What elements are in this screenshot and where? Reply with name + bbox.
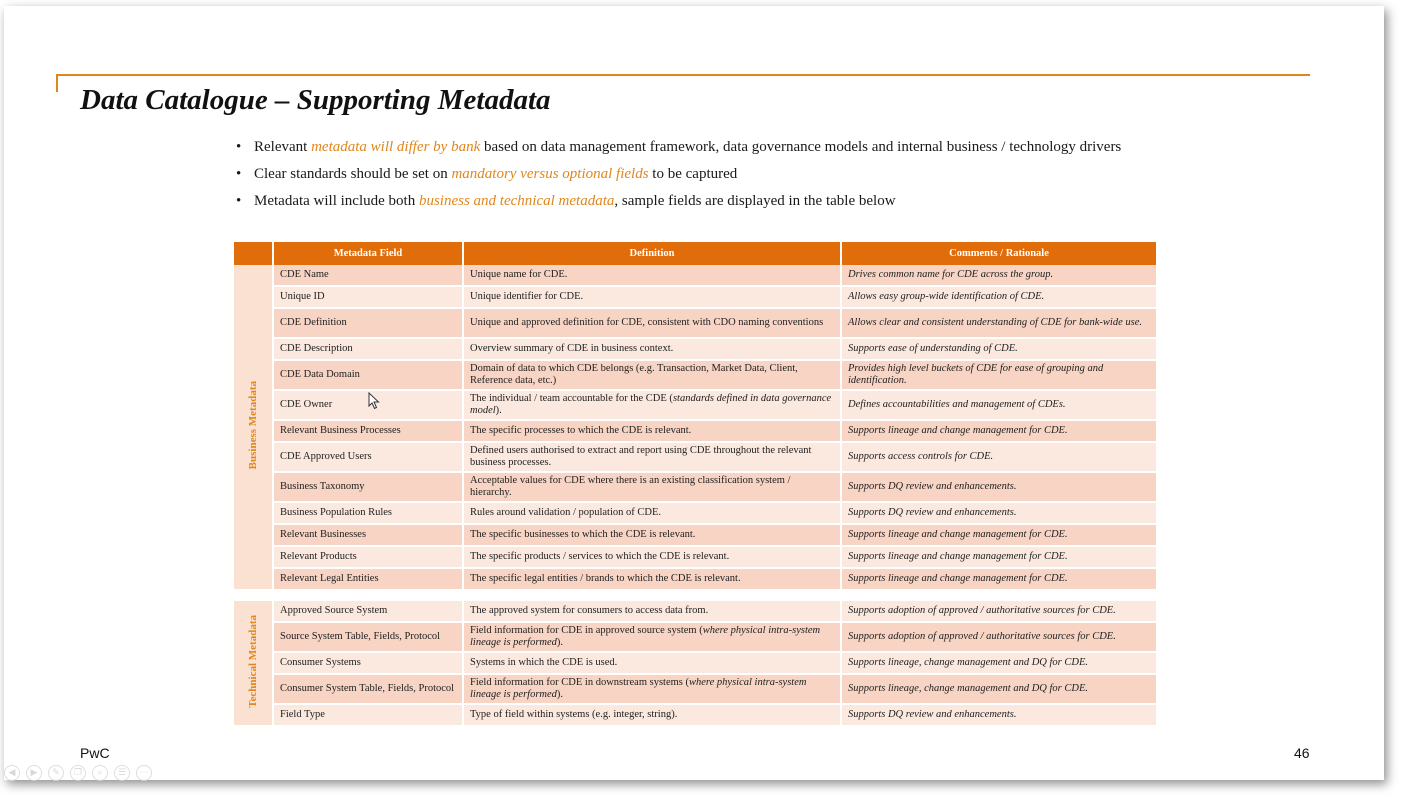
metadata-field-cell: Field Type <box>274 705 464 727</box>
metadata-field-cell: Relevant Legal Entities <box>274 569 464 591</box>
definition-cell: The specific products / services to which the CDE is relevant. <box>464 547 842 569</box>
comment-cell: Allows clear and consistent understanding of CDE for bank-wide use. <box>842 309 1156 339</box>
table-row <box>234 623 1156 653</box>
header-comments: Comments / Rationale <box>842 242 1156 265</box>
table-header-row <box>234 242 1156 265</box>
table-row <box>234 569 1156 591</box>
zoom-icon[interactable]: ⌕ <box>92 765 108 781</box>
comment-cell: Supports lineage, change management and DQ for CDE. <box>842 653 1156 675</box>
bullet-text: Relevant <box>254 139 312 155</box>
bullet-dot: • <box>236 139 242 155</box>
metadata-field-cell: Business Taxonomy <box>274 473 464 503</box>
comment-cell: Supports DQ review and enhancements. <box>842 503 1156 525</box>
comment-cell: Drives common name for CDE across the group. <box>842 265 1156 287</box>
header-metadata-field: Metadata Field <box>274 242 464 265</box>
definition-cell: Rules around validation / population of CDE. <box>464 503 842 525</box>
title-rule-vertical <box>56 74 58 92</box>
comment-cell: Supports lineage and change management for CDE. <box>842 547 1156 569</box>
definition-cell: Acceptable values for CDE where there is an existing classification system / hierarchy. <box>464 473 842 503</box>
definition-text: The individual / team accountable for the CDE ( <box>470 393 673 404</box>
definition-cell: Systems in which the CDE is used. <box>464 653 842 675</box>
definition-cell: The specific processes to which the CDE is relevant. <box>464 421 842 443</box>
group-separator <box>234 591 1156 601</box>
table-row <box>234 525 1156 547</box>
comment-cell: Supports ease of understanding of CDE. <box>842 339 1156 361</box>
comment-cell: Allows easy group-wide identification of CDE. <box>842 287 1156 309</box>
comment-cell: Supports lineage and change management for CDE. <box>842 421 1156 443</box>
comment-cell: Supports adoption of approved / authoritative sources for CDE. <box>842 623 1156 653</box>
definition-italic: where physical intra-system lineage is performed <box>470 677 807 700</box>
definition-cell: Type of field within systems (e.g. integer, string). <box>464 705 842 727</box>
bullet-highlight: metadata will differ by bank <box>311 139 481 155</box>
comment-cell: Supports DQ review and enhancements. <box>842 705 1156 727</box>
comment-cell: Supports access controls for CDE. <box>842 443 1156 473</box>
bullet-text: Metadata will include both <box>254 193 419 209</box>
copy-icon[interactable]: ❐ <box>70 765 86 781</box>
group-label: Technical Metadata <box>247 614 259 708</box>
header-group-cell <box>234 242 274 265</box>
definition-cell <box>464 391 842 421</box>
more-icon[interactable]: ⋯ <box>136 765 152 781</box>
group-label-cell <box>234 601 274 727</box>
definition-text: ). <box>495 405 502 416</box>
bullet-text: , sample fields are displayed in the table below <box>614 193 896 209</box>
bullet-highlight: mandatory versus optional fields <box>451 166 649 182</box>
viewer-toolbar <box>4 765 152 781</box>
table-row <box>234 443 1156 473</box>
comment-cell: Defines accountabilities and management of CDEs. <box>842 391 1156 421</box>
definition-cell <box>464 675 842 705</box>
table-row <box>234 421 1156 443</box>
metadata-field-cell: CDE Name <box>274 265 464 287</box>
definition-italic: standards defined in data governance model <box>470 393 832 416</box>
metadata-field-cell: Business Population Rules <box>274 503 464 525</box>
definition-text: Field information for CDE in approved source system ( <box>470 625 703 636</box>
definition-cell: Overview summary of CDE in business context. <box>464 339 842 361</box>
definition-cell: The specific businesses to which the CDE is relevant. <box>464 525 842 547</box>
table-row <box>234 675 1156 705</box>
definition-cell: The approved system for consumers to access data from. <box>464 601 842 623</box>
next-icon[interactable]: ▶ <box>26 765 42 781</box>
bullet-item <box>234 192 1154 210</box>
definition-cell: Unique name for CDE. <box>464 265 842 287</box>
title-rule-horizontal <box>56 74 1310 76</box>
metadata-field-cell: CDE Description <box>274 339 464 361</box>
header-definition: Definition <box>464 242 842 265</box>
bullet-dot: • <box>236 193 242 209</box>
table-row <box>234 547 1156 569</box>
table-row <box>234 361 1156 391</box>
comment-cell: Supports lineage and change management for CDE. <box>842 569 1156 591</box>
bullet-dot: • <box>236 166 242 182</box>
bullet-text: Clear standards should be set on <box>254 166 452 182</box>
table-row <box>234 601 1156 623</box>
metadata-field-cell: Relevant Products <box>274 547 464 569</box>
page-title: Data Catalogue – Supporting Metadata <box>80 84 551 116</box>
bullet-highlight: business and technical metadata <box>418 193 615 209</box>
metadata-field-cell: CDE Definition <box>274 309 464 339</box>
definition-cell: The specific legal entities / brands to which the CDE is relevant. <box>464 569 842 591</box>
table-row <box>234 503 1156 525</box>
definition-italic: where physical intra-system lineage is performed <box>470 625 821 648</box>
previous-icon[interactable]: ◀ <box>4 765 20 781</box>
metadata-field-cell: Relevant Businesses <box>274 525 464 547</box>
definition-text: Field information for CDE in downstream systems ( <box>470 677 690 688</box>
definition-text: ). <box>556 637 564 648</box>
comment-cell: Supports lineage, change management and DQ for CDE. <box>842 675 1156 705</box>
comment-cell: Supports lineage and change management for CDE. <box>842 525 1156 547</box>
bullet-item <box>234 165 1154 183</box>
table-row <box>234 265 1156 287</box>
metadata-field-cell: Source System Table, Fields, Protocol <box>274 623 464 653</box>
bullet-text: to be captured <box>648 166 738 182</box>
menu-icon[interactable]: ☰ <box>114 765 130 781</box>
definition-cell <box>464 623 842 653</box>
metadata-field-cell: Unique ID <box>274 287 464 309</box>
definition-cell: Unique and approved definition for CDE, consistent with CDO naming conventions <box>464 309 842 339</box>
table-row <box>234 473 1156 503</box>
comment-cell: Supports adoption of approved / authoritative sources for CDE. <box>842 601 1156 623</box>
metadata-table <box>234 242 1156 727</box>
metadata-field-cell: CDE Approved Users <box>274 443 464 473</box>
table-row <box>234 653 1156 675</box>
metadata-field-cell: CDE Owner <box>274 391 464 421</box>
pen-icon[interactable]: ✎ <box>48 765 64 781</box>
metadata-field-cell: Consumer System Table, Fields, Protocol <box>274 675 464 705</box>
definition-text: ). <box>556 689 564 700</box>
table-row <box>234 339 1156 361</box>
metadata-field-cell: Consumer Systems <box>274 653 464 675</box>
group-label: Business Metadata <box>247 380 259 470</box>
metadata-field-cell: CDE Data Domain <box>274 361 464 391</box>
bullet-list <box>234 138 1154 219</box>
table-row <box>234 287 1156 309</box>
footer-brand: PwC <box>80 745 110 761</box>
definition-cell: Unique identifier for CDE. <box>464 287 842 309</box>
comment-cell: Provides high level buckets of CDE for ease of grouping and identification. <box>842 361 1156 391</box>
metadata-field-cell: Approved Source System <box>274 601 464 623</box>
definition-cell: Domain of data to which CDE belongs (e.g. Transaction, Market Data, Client, Reference data, etc.) <box>464 361 842 391</box>
table-row <box>234 309 1156 339</box>
definition-cell: Defined users authorised to extract and report using CDE throughout the relevant business processes. <box>464 443 842 473</box>
page-number: 46 <box>1294 745 1310 761</box>
mouse-cursor-icon <box>368 392 380 410</box>
comment-cell: Supports DQ review and enhancements. <box>842 473 1156 503</box>
bullet-item <box>234 138 1154 156</box>
bullet-text: based on data management framework, data governance models and internal business / technology drivers <box>480 139 1122 155</box>
table-row <box>234 705 1156 727</box>
metadata-field-cell: Relevant Business Processes <box>274 421 464 443</box>
group-label-cell <box>234 265 274 591</box>
